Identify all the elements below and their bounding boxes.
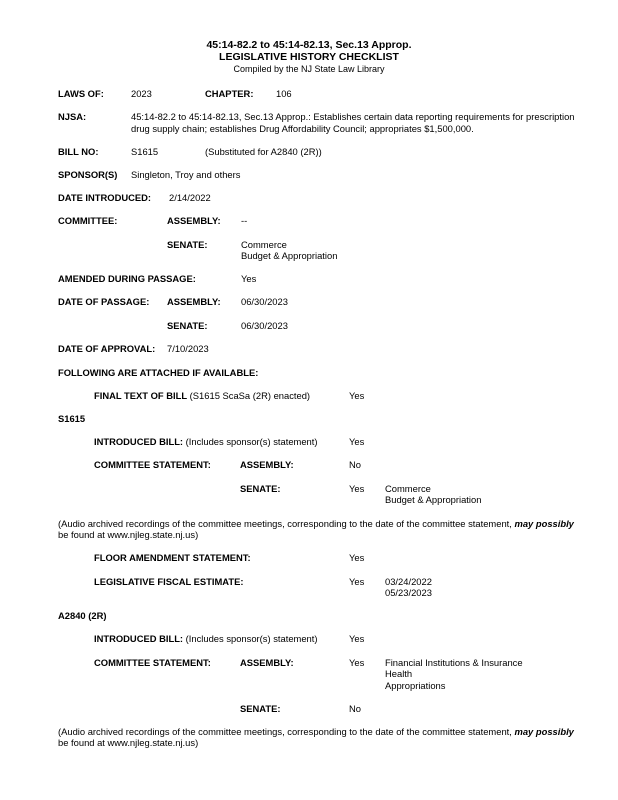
- s1615-assembly-label: ASSEMBLY:: [240, 459, 294, 470]
- date-of-approval-label: DATE OF APPROVAL:: [58, 343, 156, 354]
- a2840-committee-statement-label: COMMITTEE STATEMENT:: [94, 657, 211, 668]
- a2840-introduced-detail: (Includes sponsor(s) statement): [185, 633, 318, 644]
- s1615-senate-committee-2: Budget & Appropriation: [385, 494, 482, 505]
- passage-assembly-label: ASSEMBLY:: [167, 296, 221, 307]
- date-of-approval-value: 7/10/2023: [167, 343, 209, 354]
- a2840-senate-value: No: [349, 703, 361, 714]
- a2840-senate-label: SENATE:: [240, 703, 281, 714]
- s1615-fiscal-date-2: 05/23/2023: [385, 587, 432, 598]
- committee-senate-value-2: Budget & Appropriation: [241, 250, 338, 261]
- a2840-introduced-label: INTRODUCED BILL:: [94, 633, 184, 644]
- s1615-floor-amendment-value: Yes: [349, 552, 365, 563]
- a2840-assembly-committee-1: Financial Institutions & Insurance: [385, 657, 523, 668]
- s1615-senate-committee-1: Commerce: [385, 483, 431, 494]
- njsa-description-line1: 45:14-82.2 to 45:14-82.13, Sec.13 Approp.: Establishes certain data reporting requirements for prescription: [131, 111, 575, 122]
- committee-label: COMMITTEE:: [58, 215, 118, 226]
- date-of-passage-label: DATE OF PASSAGE:: [58, 296, 150, 307]
- passage-senate-label: SENATE:: [167, 320, 208, 331]
- committee-senate-label: SENATE:: [167, 239, 208, 250]
- s1615-senate-label: SENATE:: [240, 483, 281, 494]
- s1615-fiscal-date-1: 03/24/2022: [385, 576, 432, 587]
- committee-assembly-label: ASSEMBLY:: [167, 215, 221, 226]
- page-title: 45:14-82.2 to 45:14-82.13, Sec.13 Approp.: [206, 39, 412, 51]
- s1615-introduced-label: INTRODUCED BILL:: [94, 436, 184, 447]
- sponsors-value: Singleton, Troy and others: [131, 169, 241, 180]
- s1615-assembly-value: No: [349, 459, 361, 470]
- laws-of-value: 2023: [131, 88, 152, 99]
- a2840-assembly-committee-2: Health: [385, 668, 413, 679]
- s1615-heading: S1615: [58, 413, 86, 424]
- document-subtitle: LEGISLATIVE HISTORY CHECKLIST: [219, 51, 399, 63]
- s1615-fiscal-estimate-label: LEGISLATIVE FISCAL ESTIMATE:: [94, 576, 244, 587]
- a2840-introduced-value: Yes: [349, 633, 365, 644]
- s1615-introduced-value: Yes: [349, 436, 365, 447]
- a2840-audio-note-line2: be found at www.njleg.state.nj.us): [58, 737, 199, 748]
- a2840-assembly-label: ASSEMBLY:: [240, 657, 294, 668]
- s1615-audio-note-line2: be found at www.njleg.state.nj.us): [58, 529, 199, 540]
- following-attached-heading: FOLLOWING ARE ATTACHED IF AVAILABLE:: [58, 367, 259, 378]
- njsa-label: NJSA:: [58, 111, 87, 122]
- a2840-audio-note-text: (Audio archived recordings of the committee meetings, corresponding to the date of the committee statement,: [58, 726, 515, 737]
- s1615-introduced-row: [94, 436, 318, 448]
- date-introduced-value: 2/14/2022: [169, 192, 211, 203]
- njsa-description-line2: drug supply chain; establishes Drug Affordability Council; appropriates $1,500,000.: [131, 123, 474, 134]
- committee-assembly-value: --: [241, 215, 248, 226]
- chapter-label: CHAPTER:: [205, 88, 254, 99]
- a2840-assembly-value: Yes: [349, 657, 365, 668]
- s1615-fiscal-estimate-value: Yes: [349, 576, 365, 587]
- compiled-by: Compiled by the NJ State Law Library: [233, 64, 385, 74]
- s1615-committee-statement-label: COMMITTEE STATEMENT:: [94, 459, 211, 470]
- committee-senate-value-1: Commerce: [241, 239, 287, 250]
- passage-senate-value: 06/30/2023: [241, 320, 288, 331]
- passage-assembly-value: 06/30/2023: [241, 296, 288, 307]
- final-text-detail: (S1615 ScaSa (2R) enacted): [189, 390, 311, 401]
- s1615-audio-note-emphasis: may possibly: [514, 518, 574, 529]
- a2840-introduced-row: [94, 633, 318, 645]
- laws-of-label: LAWS OF:: [58, 88, 104, 99]
- a2840-heading: A2840 (2R): [58, 610, 107, 621]
- bill-substituted: (Substituted for A2840 (2R)): [205, 146, 322, 157]
- sponsors-label: SPONSOR(S): [58, 169, 118, 180]
- a2840-assembly-committee-3: Appropriations: [385, 680, 446, 691]
- bill-no-label: BILL NO:: [58, 146, 99, 157]
- s1615-senate-value: Yes: [349, 483, 365, 494]
- s1615-audio-note-line1: [58, 518, 574, 530]
- s1615-audio-note-text: (Audio archived recordings of the committee meetings, corresponding to the date of the committee statement,: [58, 518, 515, 529]
- bill-no-value: S1615: [131, 146, 159, 157]
- amended-label: AMENDED DURING PASSAGE:: [58, 273, 196, 284]
- date-introduced-label: DATE INTRODUCED:: [58, 192, 152, 203]
- final-text-label: FINAL TEXT OF BILL: [94, 390, 188, 401]
- s1615-floor-amendment-label: FLOOR AMENDMENT STATEMENT:: [94, 552, 251, 563]
- final-text-row: [94, 390, 310, 402]
- final-text-value: Yes: [349, 390, 365, 401]
- s1615-introduced-detail: (Includes sponsor(s) statement): [185, 436, 318, 447]
- a2840-audio-note-emphasis: may possibly: [514, 726, 574, 737]
- chapter-value: 106: [276, 88, 292, 99]
- amended-value: Yes: [241, 273, 257, 284]
- a2840-audio-note-line1: [58, 726, 574, 738]
